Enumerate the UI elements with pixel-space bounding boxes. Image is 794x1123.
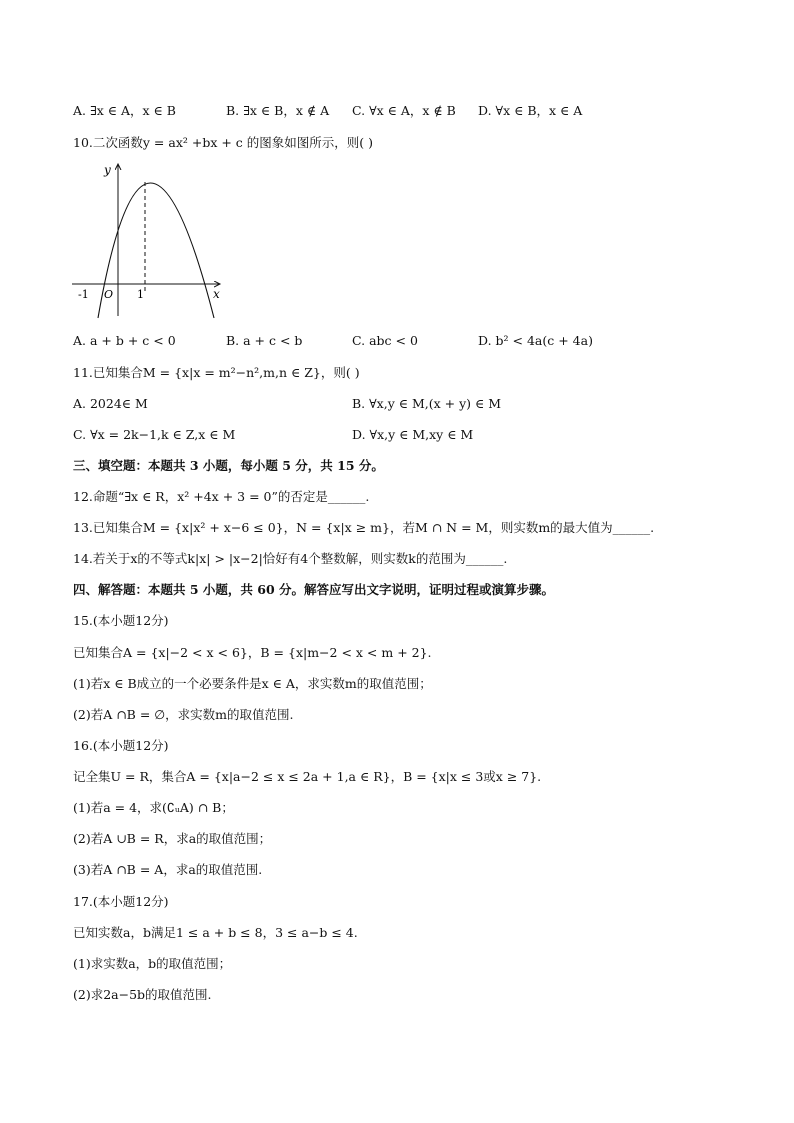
parabola-curve xyxy=(98,183,214,318)
q15-part-1: (1)若x ∈ B成立的一个必要条件是x ∈ A，求实数m的取值范围； xyxy=(73,676,432,691)
q11-option-c: C. ∀x = 2k−1,k ∈ Z,x ∈ M xyxy=(73,427,236,442)
q9-option-a: A. ∃x ∈ A，x ∈ B xyxy=(73,103,176,118)
q10-stem: 10.二次函数y = ax² +bx + c 的图象如图所示，则( ) xyxy=(73,135,373,150)
q12-text: 12.命题“∃x ∈ R，x² +4x + 3 = 0”的否定是______. xyxy=(73,489,370,504)
q11-option-b: B. ∀x,y ∈ M,(x + y) ∈ M xyxy=(352,396,502,411)
q9-option-c: C. ∀x ∈ A，x ∉ B xyxy=(352,103,456,118)
x-axis-label: x xyxy=(213,287,220,301)
q16-part-3: (3)若A ∩B = A，求a的取值范围. xyxy=(73,862,263,877)
q17-stem: 已知实数a，b满足1 ≤ a + b ≤ 8，3 ≤ a−b ≤ 4. xyxy=(73,925,358,940)
q16-title: 16.(本小题12分) xyxy=(73,738,169,753)
q15-title: 15.(本小题12分) xyxy=(73,613,169,628)
q11-option-d: D. ∀x,y ∈ M,xy ∈ M xyxy=(352,427,474,442)
q16-stem: 记全集U = R，集合A = {x|a−2 ≤ x ≤ 2a + 1,a ∈ R}，B = {x|x ≤ 3或x ≥ 7}. xyxy=(73,769,542,784)
q17-title: 17.(本小题12分) xyxy=(73,894,169,909)
q10-option-c: C. abc < 0 xyxy=(352,333,418,348)
q16-part-2: (2)若A ∪B = R，求a的取值范围； xyxy=(73,831,272,846)
q10-option-a: A. a + b + c < 0 xyxy=(73,333,176,348)
q9-option-d: D. ∀x ∈ B，x ∈ A xyxy=(478,103,583,118)
q11-stem: 11.已知集合M = {x|x = m²−n²,m,n ∈ Z}，则( ) xyxy=(73,365,360,380)
y-axis-label: y xyxy=(104,163,111,177)
q9-option-b: B. ∃x ∈ B，x ∉ A xyxy=(226,103,330,118)
section-4-heading: 四、解答题：本题共 5 小题，共 60 分。解答应写出文字说明，证明过程或演算步骤。 xyxy=(73,582,555,597)
q15-stem: 已知集合A = {x|−2 < x < 6}，B = {x|m−2 < x < m + 2}. xyxy=(73,645,432,660)
q17-part-2: (2)求2a−5b的取值范围. xyxy=(73,987,212,1002)
tick-label-neg1: -1 xyxy=(78,288,89,301)
section-3-heading: 三、填空题：本题共 3 小题，每小题 5 分，共 15 分。 xyxy=(73,458,384,473)
q10-option-d: D. b² < 4a(c + 4a) xyxy=(478,333,593,348)
tick-label-1: 1 xyxy=(137,288,144,301)
q17-part-1: (1)求实数a，b的取值范围； xyxy=(73,956,232,971)
q13-text: 13.已知集合M = {x|x² + x−6 ≤ 0}，N = {x|x ≥ m}，若M ∩ N = M，则实数m的最大值为______. xyxy=(73,520,655,535)
q10-option-b: B. a + c < b xyxy=(226,333,303,348)
q16-part-1: (1)若a = 4，求(∁ᵤA) ∩ B； xyxy=(73,800,234,815)
q14-text: 14.若关于x的不等式k|x| > |x−2|恰好有4个整数解，则实数k的范围为______. xyxy=(73,551,508,566)
origin-label: O xyxy=(104,288,114,301)
q15-part-2: (2)若A ∩B = ∅，求实数m的取值范围. xyxy=(73,707,294,722)
q11-option-a: A. 2024∈ M xyxy=(73,396,148,411)
q10-parabola-graph xyxy=(70,158,230,320)
